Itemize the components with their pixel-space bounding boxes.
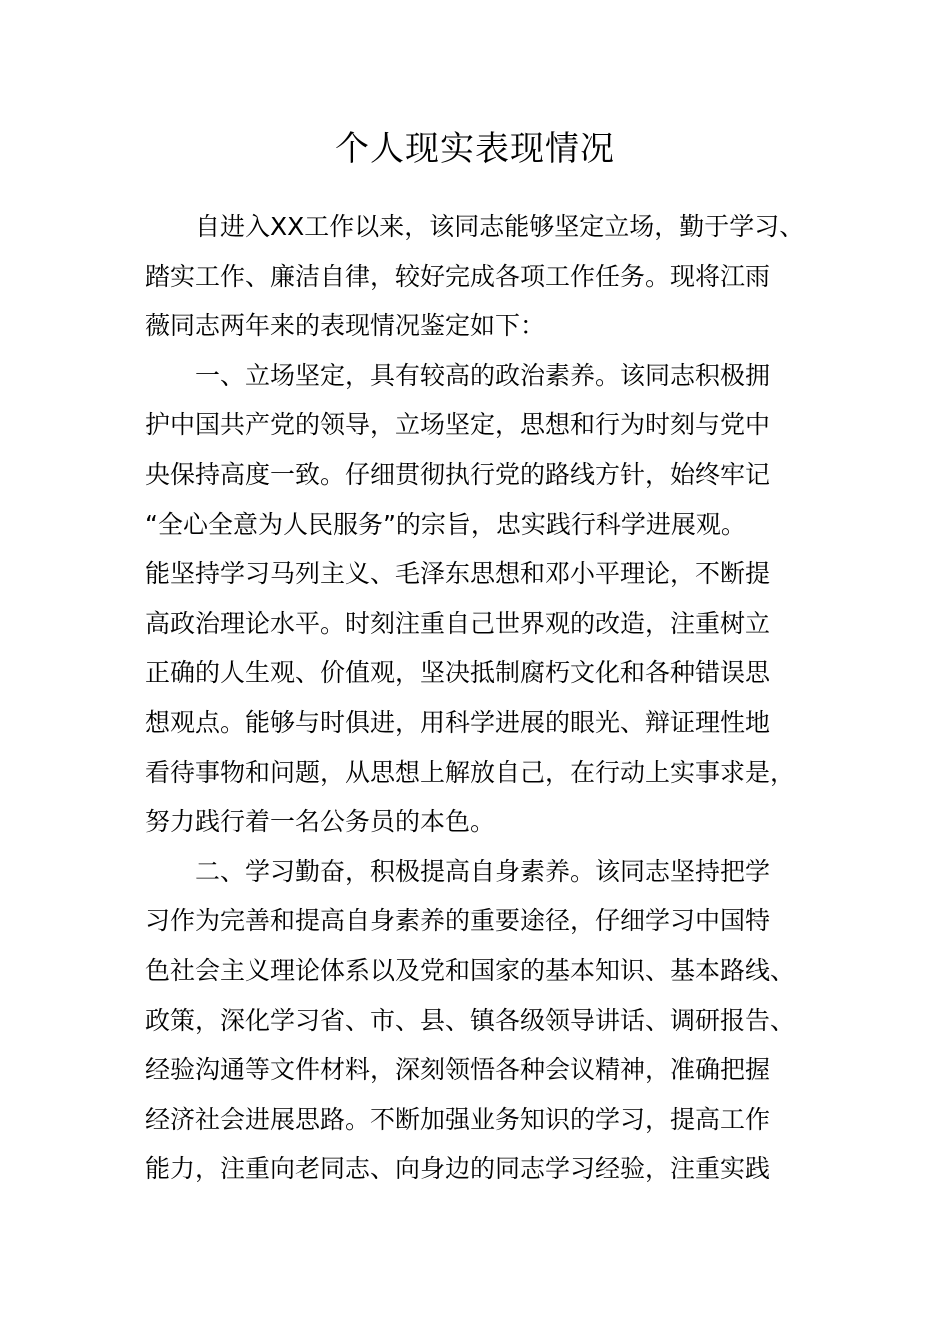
paragraph-line: 色社会主义理论体系以及党和国家的基本知识、基本路线、	[145, 955, 796, 985]
paragraph-line: 自进入XX工作以来，该同志能够坚定立场，勤于学习、	[195, 212, 805, 241]
paragraph-line: “全心全意为人民服务”的宗旨，忠实践行科学进展观。	[145, 509, 746, 539]
paragraph-line: 经济社会进展思路。不断加强业务知识的学习，提高工作	[145, 1104, 771, 1134]
paragraph-line: 想观点。能够与时俱进，用科学进展的眼光、辩证理性地	[145, 707, 771, 737]
paragraph-line: 正确的人生观、价值观，坚决抵制腐朽文化和各种错误思	[145, 658, 771, 688]
document-title: 个人现实表现情况	[335, 129, 615, 169]
paragraph-line: 央保持高度一致。仔细贯彻执行党的路线方针，始终牢记	[145, 459, 771, 489]
paragraph-line: 踏实工作、廉洁自律，较好完成各项工作任务。现将江雨	[145, 261, 771, 291]
paragraph-line: 二、学习勤奋，积极提高自身素养。该同志坚持把学	[195, 856, 771, 886]
document-body	[145, 202, 825, 1194]
paragraph-line: 薇同志两年来的表现情况鉴定如下：	[145, 311, 546, 341]
paragraph-line: 能坚持学习马列主义、毛泽东思想和邓小平理论，不断提	[145, 559, 771, 589]
paragraph-line: 能力，注重向老同志、向身边的同志学习经验，注重实践	[145, 1154, 771, 1184]
paragraph-line: 护中国共产党的领导，立场坚定，思想和行为时刻与党中	[145, 410, 771, 440]
paragraph-line: 一、立场坚定，具有较高的政治素养。该同志积极拥	[195, 360, 771, 390]
paragraph-line: 看待事物和问题，从思想上解放自己，在行动上实事求是，	[145, 757, 796, 787]
paragraph-line: 经验沟通等文件材料，深刻领悟各种会议精神，准确把握	[145, 1055, 771, 1085]
paragraph-line: 政策，深化学习省、市、县、镇各级领导讲话、调研报告、	[145, 1005, 796, 1035]
paragraph-line: 习作为完善和提高自身素养的重要途径，仔细学习中国特	[145, 906, 771, 936]
paragraph-line: 高政治理论水平。时刻注重自己世界观的改造，注重树立	[145, 608, 771, 638]
paragraph-line: 努力践行着一名公务员的本色。	[145, 807, 496, 837]
